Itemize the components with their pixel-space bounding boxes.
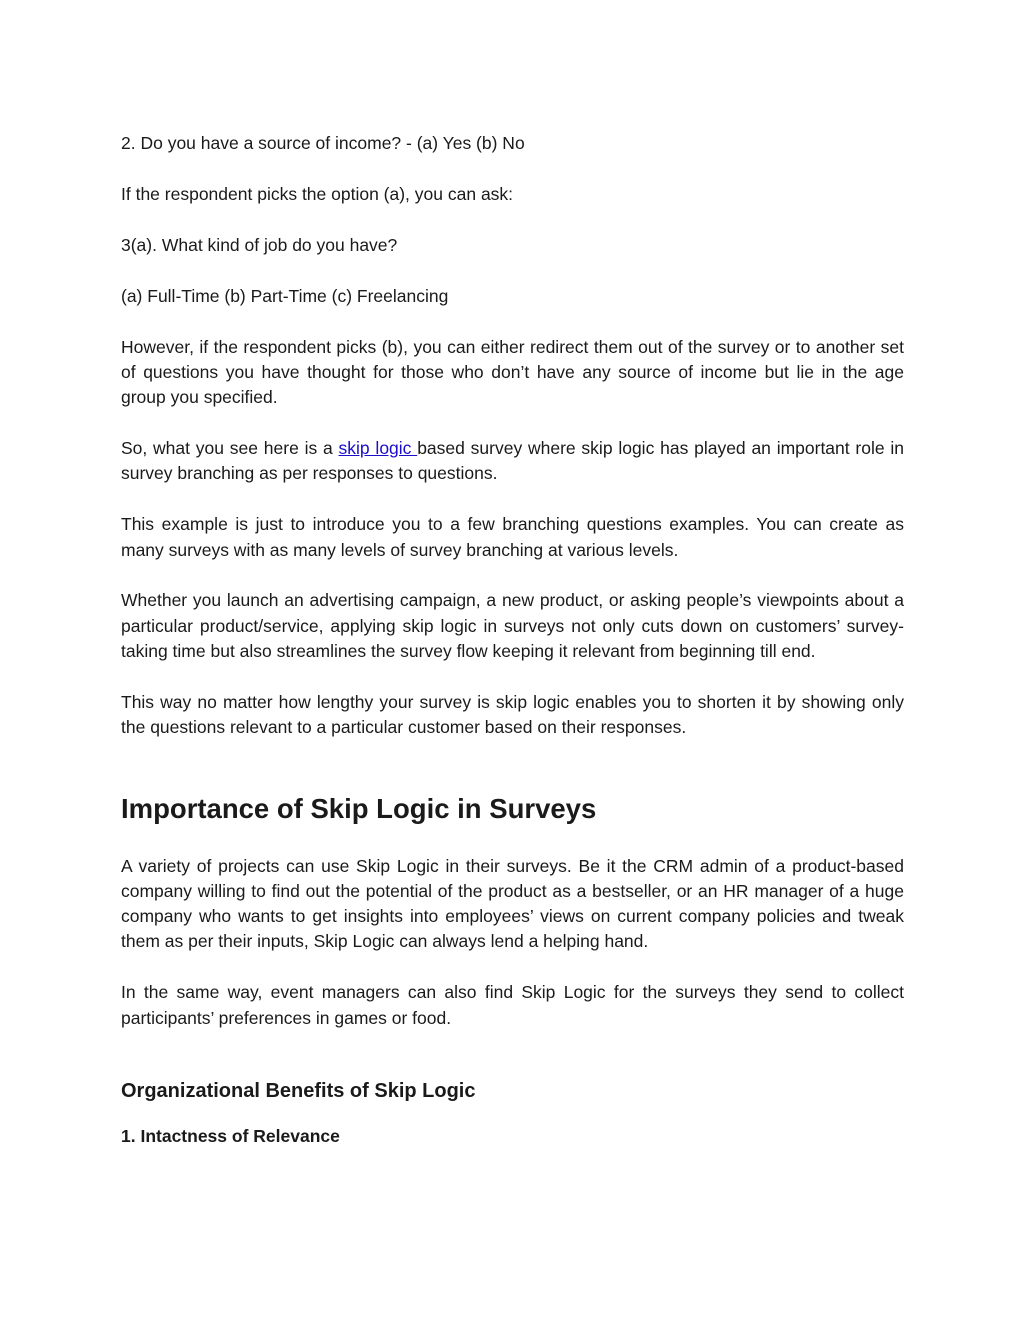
question-3a: 3(a). What kind of job do you have? [121, 234, 398, 255]
question-2: 2. Do you have a source of income? - (a) Yes (b) No [121, 133, 525, 153]
heading-intactness-of-relevance: 1. Intactness of Relevance [121, 1125, 340, 1146]
paragraph-this-way: This way no matter how lengthy your survey is skip logic enables you to shorten it by showing only the questions relevant to a particular customer based on their responses. [121, 691, 904, 738]
heading-organizational-benefits: Organizational Benefits of Skip Logic [121, 1079, 476, 1102]
question-3a-options: (a) Full-Time (b) Part-Time (c) Freelancing [121, 285, 449, 306]
text-after-link: based survey where skip logic has played an important role in survey branching as per responses to questions. [121, 438, 904, 484]
skip-logic-link[interactable]: skip logic [338, 438, 418, 459]
paragraph-whether: Whether you launch an advertising campaign, a new product, or asking people’s viewpoints about a particular product/service, applying skip logic in surveys not only cuts down on customers’ survey-taking time but also streamlines the survey flow keeping it relevant from beginning till end. [121, 590, 904, 662]
paragraph-same-way: In the same way, event managers can also find Skip Logic for the surveys they send to collect participants’ preferences in games or food. [121, 982, 904, 1028]
heading-importance: Importance of Skip Logic in Surveys [121, 792, 597, 824]
document-page [121, 131, 904, 1149]
paragraph-if-option-a: If the respondent picks the option (a), you can ask: [121, 183, 514, 204]
paragraph-example: This example is just to introduce you to a few branching questions examples. You can create as many surveys with as many levels of survey branching at various levels. [121, 514, 904, 560]
paragraph-variety: A variety of projects can use Skip Logic in their surveys. Be it the CRM admin of a product-based company willing to find out the potential of the product as a bestseller, or an HR manager of a huge company who wants to get insights into employees’ views on current company policies and tweak them as per their inputs, Skip Logic can always lend a helping hand. [121, 855, 904, 952]
paragraph-skip-logic-intro [121, 436, 904, 487]
text-before-link: So, what you see here is a [121, 438, 339, 459]
paragraph-however: However, if the respondent picks (b), you can either redirect them out of the survey or to another set of questions you have thought for those who don’t have any source of income but lie in the age group you specified. [121, 336, 904, 408]
